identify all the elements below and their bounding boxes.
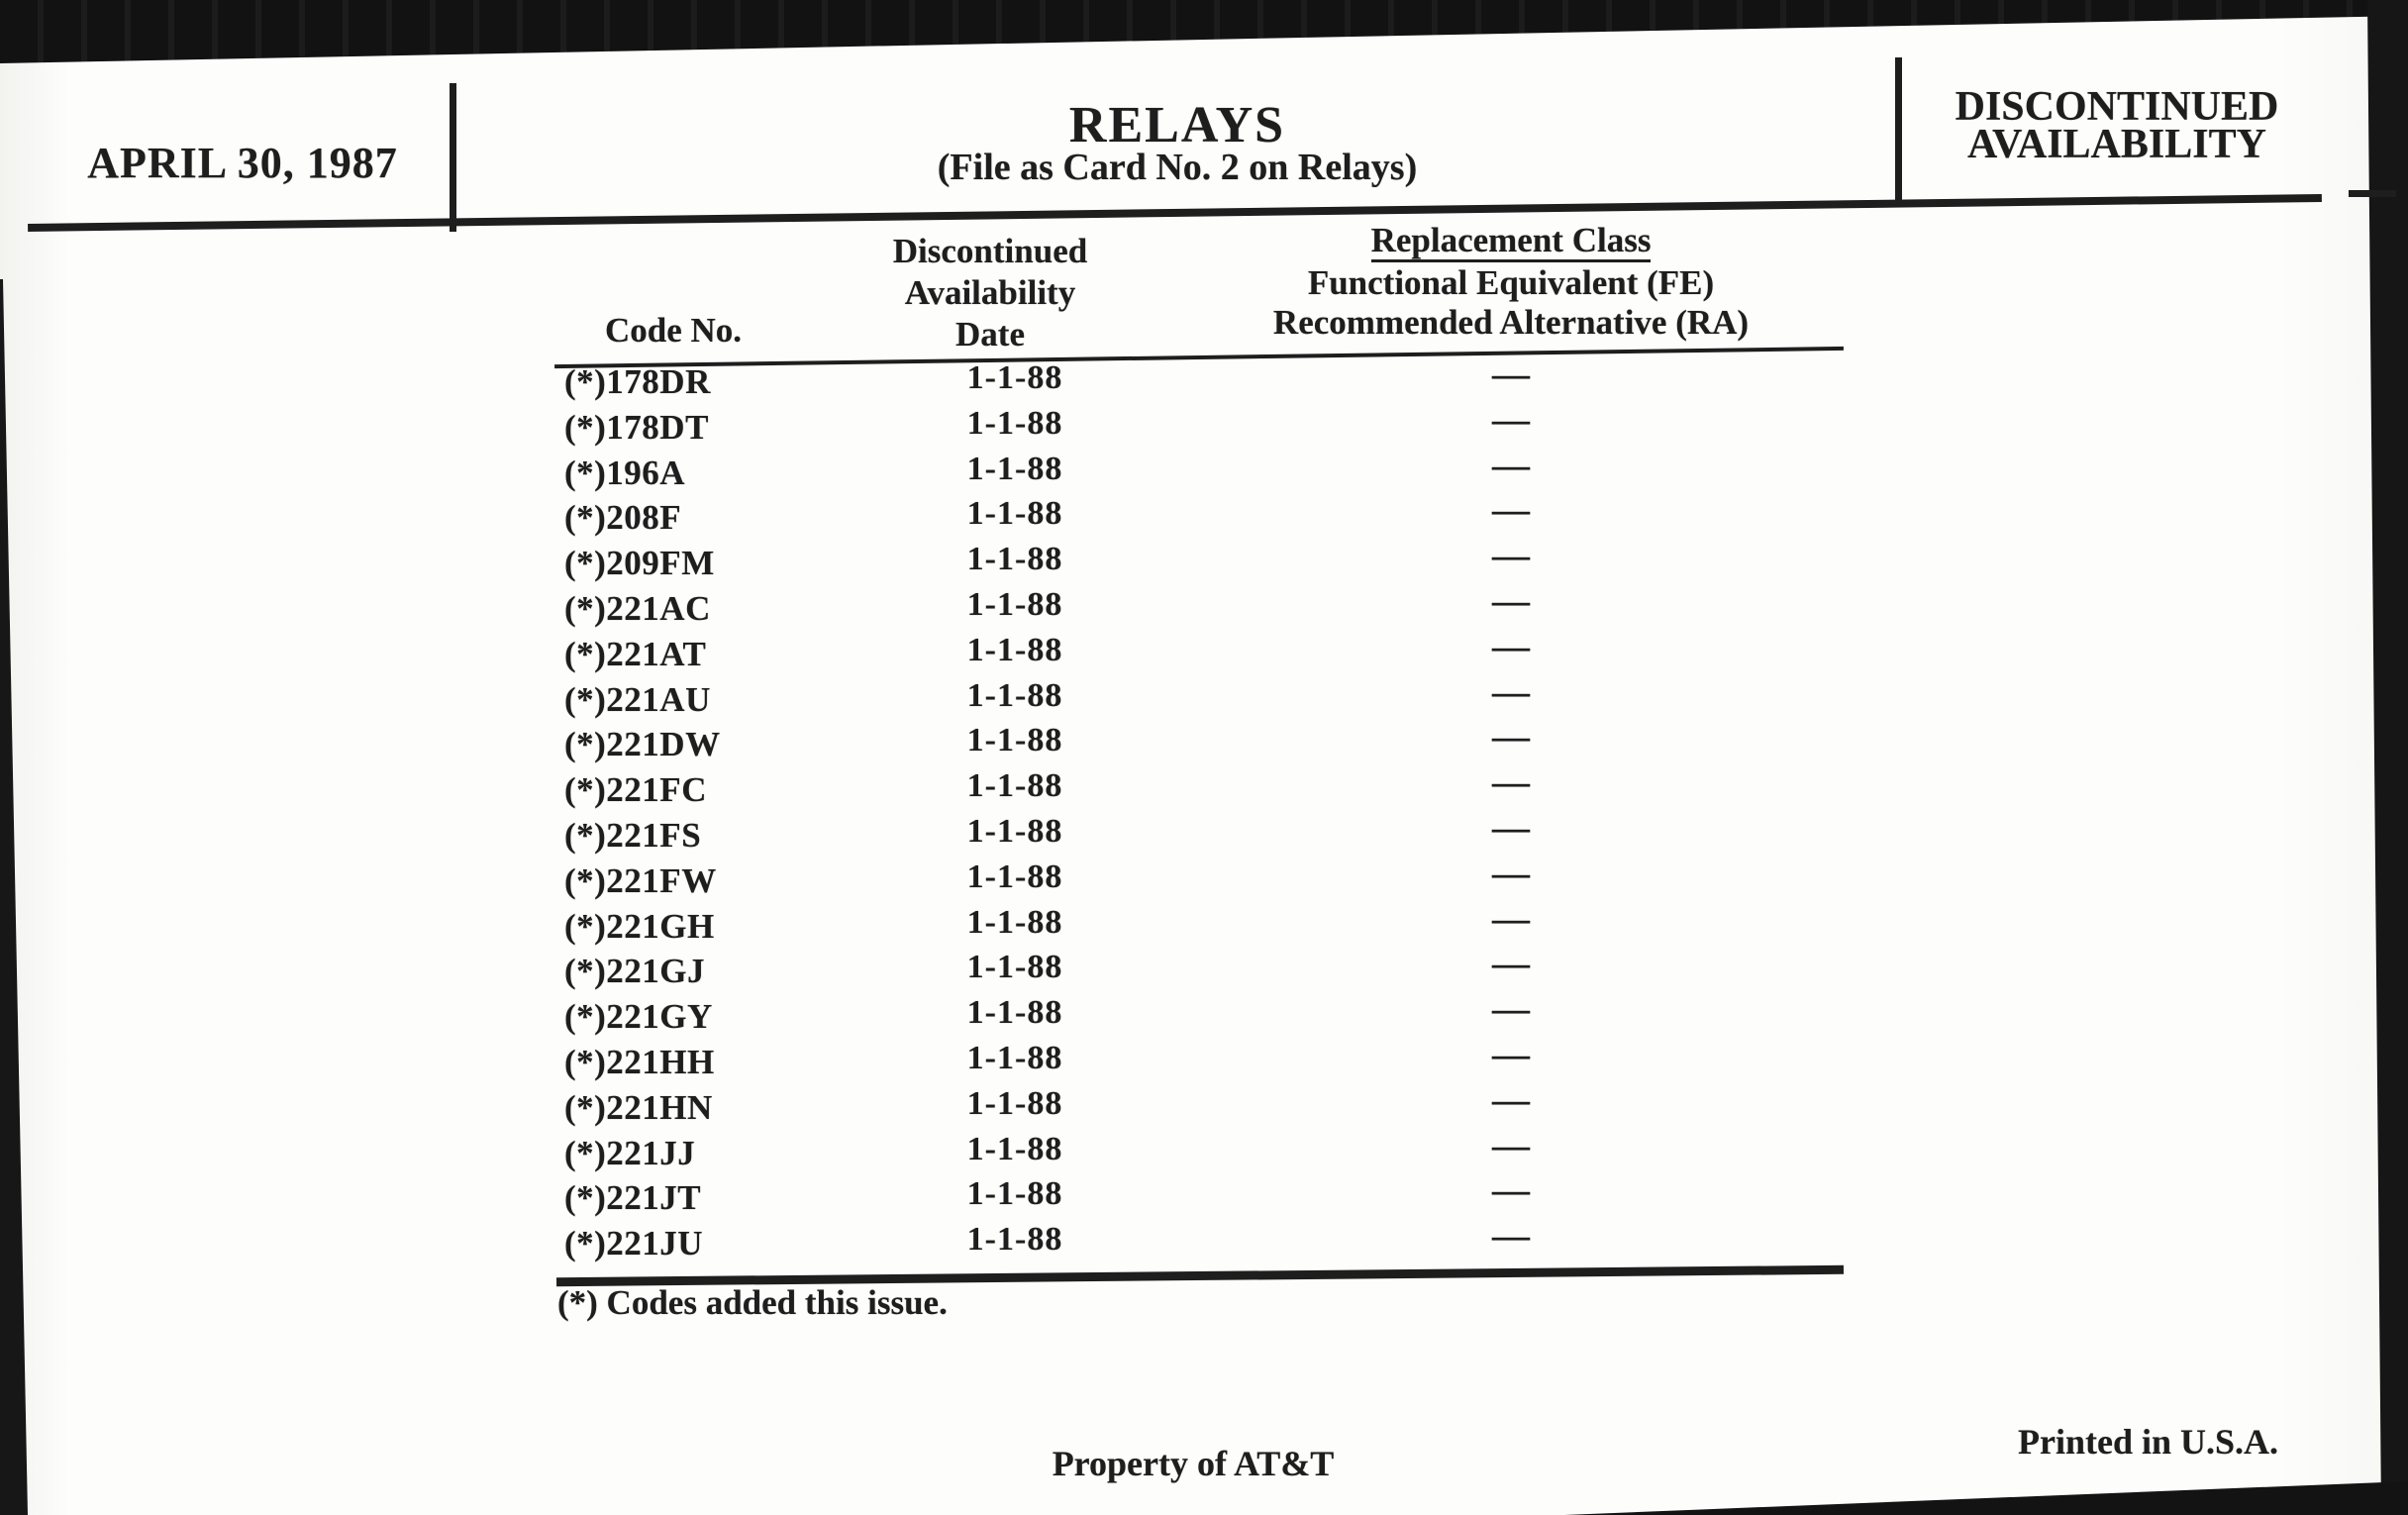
code-cell: (*)221GJ	[564, 952, 706, 991]
replacement-dash-cell: —	[1492, 354, 1530, 395]
table-row	[0, 807, 2408, 859]
replacement-dash-cell: —	[1492, 1169, 1530, 1212]
replacement-dash-cell: —	[1492, 852, 1530, 894]
replacement-dash-cell: —	[1492, 580, 1530, 622]
code-cell: (*)221FC	[564, 770, 707, 810]
date-cell: 1-1-88	[966, 1221, 1063, 1259]
header-rule-fragment	[2349, 190, 2396, 197]
footer-property: Property of AT&T	[1052, 1444, 1335, 1483]
replacement-dash-cell: —	[1492, 943, 1530, 985]
table-row	[0, 1169, 2408, 1222]
date-cell: 1-1-88	[966, 858, 1063, 895]
column-header-replacement-line3: Recommended Alternative (RA)	[1272, 303, 1750, 342]
column-header-replacement-line2: Functional Equivalent (FE)	[1307, 263, 1715, 302]
date-cell: 1-1-88	[966, 949, 1063, 986]
footer-printed: Printed in U.S.A.	[2018, 1422, 2279, 1462]
right-title-line2: AVAILABILITY	[1967, 122, 2266, 167]
page-title: RELAYS	[1068, 97, 1286, 153]
column-header-date-line1: Discontinued	[892, 232, 1088, 270]
code-cell: (*)221AT	[564, 634, 707, 673]
table-row	[0, 1034, 2408, 1086]
code-cell: (*)196A	[564, 453, 686, 492]
date-cell: 1-1-88	[966, 1175, 1063, 1213]
date-cell: 1-1-88	[966, 903, 1063, 941]
code-cell: (*)221JU	[564, 1224, 704, 1263]
table-row	[0, 444, 2408, 497]
date-cell: 1-1-88	[966, 1084, 1063, 1122]
replacement-dash-cell: —	[1492, 716, 1530, 758]
replacement-dash-cell: —	[1492, 489, 1530, 532]
code-cell: (*)208F	[564, 498, 682, 538]
date-cell: 1-1-88	[966, 359, 1063, 396]
replacement-dash-cell: —	[1492, 535, 1530, 577]
replacement-dash-cell: —	[1492, 807, 1530, 849]
date-cell: 1-1-88	[966, 994, 1063, 1032]
table-row	[0, 716, 2408, 768]
replacement-dash-cell: —	[1492, 670, 1530, 713]
scan-bottom-edge	[1564, 1481, 2408, 1515]
scan-top-edge	[0, 0, 2408, 71]
header-rule	[28, 194, 2322, 232]
table-row	[0, 761, 2408, 814]
code-cell: (*)178DT	[564, 407, 709, 447]
table-row	[0, 535, 2408, 587]
replacement-dash-cell: —	[1492, 1215, 1530, 1258]
column-header-replacement-line1	[1254, 223, 1768, 262]
date-cell: 1-1-88	[966, 404, 1063, 442]
replacement-class-underlined: Replacement Class	[1371, 223, 1652, 262]
column-header-code: Code No.	[604, 311, 743, 350]
code-cell: (*)221DW	[564, 725, 721, 764]
table-row	[0, 1124, 2408, 1177]
table-row	[0, 943, 2408, 995]
date-cell: 1-1-88	[966, 676, 1063, 714]
date-cell: 1-1-88	[966, 813, 1063, 850]
replacement-dash-cell: —	[1492, 1124, 1530, 1166]
table-row	[0, 852, 2408, 905]
replacement-dash-cell: —	[1492, 625, 1530, 667]
date-cell: 1-1-88	[966, 1130, 1063, 1167]
replacement-dash-cell: —	[1492, 988, 1530, 1031]
table-row	[0, 1078, 2408, 1132]
page-subtitle: (File as Card No. 2 on Relays)	[937, 147, 1418, 188]
table-row	[0, 988, 2408, 1041]
header-divider-right	[1895, 57, 1902, 202]
table-row	[0, 580, 2408, 633]
code-cell: (*)221AU	[564, 679, 711, 719]
date-cell: 1-1-88	[966, 767, 1063, 805]
code-cell: (*)221FS	[564, 816, 702, 855]
replacement-dash-cell: —	[1492, 897, 1530, 940]
date-cell: 1-1-88	[966, 586, 1063, 623]
replacement-dash-cell: —	[1492, 1078, 1530, 1121]
table-row	[0, 354, 2408, 406]
date-cell: 1-1-88	[966, 631, 1063, 668]
code-cell: (*)221GH	[564, 906, 715, 946]
replacement-dash-cell: —	[1492, 761, 1530, 804]
table-row	[0, 670, 2408, 724]
table-row	[0, 897, 2408, 951]
date-cell: 1-1-88	[966, 541, 1063, 578]
code-cell: (*)209FM	[564, 544, 715, 583]
code-cell: (*)221HN	[564, 1087, 713, 1127]
replacement-dash-cell: —	[1492, 398, 1530, 441]
code-cell: (*)178DR	[564, 362, 711, 401]
date-cell: 1-1-88	[966, 1040, 1063, 1076]
column-header-date-line2: Availability	[904, 273, 1076, 312]
replacement-dash-cell: —	[1492, 1034, 1530, 1075]
date-cell: 1-1-88	[966, 722, 1063, 759]
date-cell: 1-1-88	[966, 495, 1063, 533]
code-cell: (*)221JT	[564, 1178, 702, 1218]
date-cell: 1-1-88	[966, 450, 1063, 487]
table-row	[0, 625, 2408, 678]
table-row	[0, 489, 2408, 542]
right-title-line1: DISCONTINUED	[1955, 84, 2279, 130]
code-cell: (*)221GY	[564, 997, 713, 1037]
code-cell: (*)221FW	[564, 860, 717, 900]
code-cell: (*)221HH	[564, 1043, 715, 1081]
issue-date: APRIL 30, 1987	[87, 139, 398, 187]
replacement-dash-cell: —	[1492, 444, 1530, 486]
column-header-date-line3: Date	[955, 315, 1025, 354]
table-row	[0, 1215, 2408, 1267]
table-row	[0, 398, 2408, 452]
code-cell: (*)221AC	[564, 589, 711, 628]
code-cell: (*)221JJ	[564, 1133, 696, 1172]
table-footnote: (*) Codes added this issue.	[557, 1283, 948, 1322]
header-divider-left	[450, 83, 456, 232]
